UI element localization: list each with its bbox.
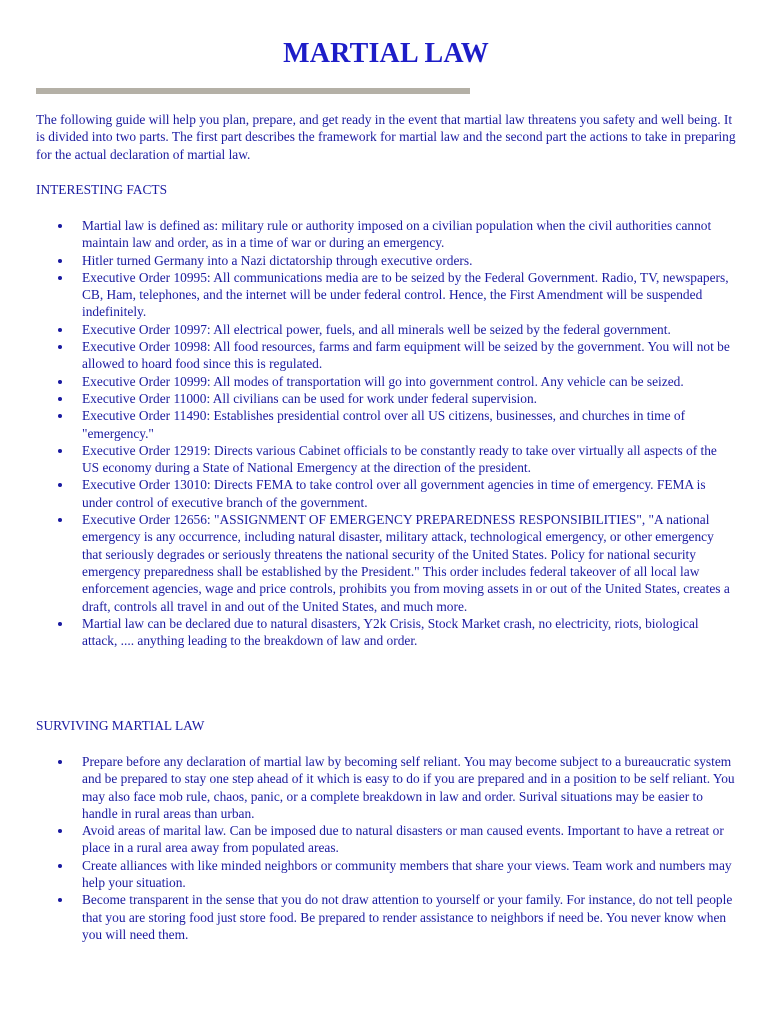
- facts-list: [36, 217, 736, 649]
- list-item: [36, 753, 736, 822]
- list-item-text: Executive Order 10998: All food resources, farms and farm equipment will be seized by the government. You will not be allowed to hoard food since this is regulated.: [82, 339, 730, 372]
- bullet-icon: [58, 760, 62, 764]
- list-item-text: Executive Order 12656: "ASSIGNMENT OF EMERGENCY PREPAREDNESS RESPONSIBILITIES", "A national emergency is any occurrence, including natural disaster, military attack, technological emergency, or other emergency that seriously degrades or seriously threatens the national security of the United States. Policy for national security emergency preparedness shall be established by the President." This order includes federal takeover of all local law enforcement agencies, wage and price controls, prohibits you from moving assets in or out of the United States, creates a draft, controls all travel in and out of the United States, and much more.: [82, 512, 730, 614]
- list-item-text: Executive Order 13010: Directs FEMA to take control over all government agencies in time of emergency. FEMA is under control of executive branch of the government.: [82, 477, 706, 510]
- list-item: [36, 373, 736, 390]
- list-item-text: Martial law is defined as: military rule or authority imposed on a civilian population when the civil authorities cannot maintain law and order, as in a time of war or during an emergency.: [82, 218, 712, 251]
- list-item: [36, 476, 736, 511]
- list-item-text: Executive Order 10999: All modes of transportation will go into government control. Any vehicle can be seized.: [82, 373, 684, 389]
- bullet-icon: [58, 829, 62, 833]
- list-item-text: Executive Order 11000: All civilians can be used for work under federal supervision.: [82, 390, 538, 406]
- bullet-icon: [58, 276, 62, 280]
- bullet-icon: [58, 449, 62, 453]
- list-item-text: Avoid areas of marital law. Can be imposed due to natural disasters or man caused events. Important to have a retreat or place in a rural area away from populated areas.: [82, 823, 724, 856]
- surviving-heading: SURVIVING MARTIAL LAW: [36, 718, 205, 733]
- list-item-text: Prepare before any declaration of martial law by becoming self reliant. You may become subject to a bureaucratic system and be prepared to stay one step ahead of it which is easy to do if you are prepared and in a position to be self reliant. You may also face mob rule, chaos, panic, or a complete breakdown in law and order. Surival situations may be easier to handle in rural areas than urban.: [82, 754, 735, 821]
- list-item-text: Executive Order 11490: Establishes presidential control over all US citizens, businesses, and churches in time of "emergency.": [82, 408, 686, 441]
- list-item: [36, 338, 736, 373]
- page-title: MARTIAL LAW: [283, 38, 489, 69]
- bullet-icon: [58, 622, 62, 626]
- bullet-icon: [58, 345, 62, 349]
- bullet-icon: [58, 414, 62, 418]
- list-item: [36, 269, 736, 321]
- list-item: [36, 442, 736, 477]
- list-item: [36, 321, 736, 338]
- bullet-icon: [58, 380, 62, 384]
- bullet-icon: [58, 483, 62, 487]
- list-item: [36, 891, 736, 943]
- bullet-icon: [58, 259, 62, 263]
- facts-heading: INTERESTING FACTS: [36, 182, 168, 197]
- bullet-icon: [58, 518, 62, 522]
- list-item: [36, 217, 736, 252]
- list-item-text: Executive Order 10997: All electrical power, fuels, and all minerals well be seized by the federal government.: [82, 321, 671, 337]
- list-item: [36, 857, 736, 892]
- list-item-text: Executive Order 12919: Directs various Cabinet officials to be constantly ready to take over virtually all aspects of the US economy during a State of National Emergency at the direction of the president.: [82, 442, 717, 476]
- surviving-list: [36, 753, 736, 943]
- list-item: [36, 407, 736, 442]
- list-item: [36, 822, 736, 857]
- bullet-icon: [58, 397, 62, 401]
- bullet-icon: [58, 898, 62, 902]
- intro-paragraph: The following guide will help you plan, prepare, and get ready in the event that martial law threatens you safety and well being. It is divided into two parts. The first part describes the framework for martial law and the second part the actions to take in preparing for the actual declaration of martial law.: [36, 112, 736, 162]
- bullet-icon: [58, 864, 62, 868]
- bullet-icon: [58, 224, 62, 228]
- list-item: [36, 252, 736, 269]
- bullet-icon: [58, 328, 62, 332]
- title-divider: [36, 88, 470, 94]
- list-item: [36, 390, 736, 407]
- list-item-text: Hitler turned Germany into a Nazi dictatorship through executive orders.: [82, 252, 473, 268]
- list-item-text: Create alliances with like minded neighbors or community members that share your views. Team work and numbers may help your situation.: [82, 857, 732, 891]
- list-item-text: Executive Order 10995: All communications media are to be seized by the Federal Government. Radio, TV, newspapers, CB, Ham, telephones, and the internet will be under federal control. Hence, the First Amendment will be suspended indefinitely.: [82, 269, 729, 320]
- list-item: [36, 615, 736, 650]
- list-item: [36, 511, 736, 615]
- list-item-text: Become transparent in the sense that you do not draw attention to yourself or your family. For instance, do not tell people that you are storing food just store food. Be prepared to render assistance to neighbors if need be. You never know when you will need them.: [82, 892, 733, 942]
- list-item-text: Martial law can be declared due to natural disasters, Y2k Crisis, Stock Market crash, no electricity, riots, biological attack, .... anything leading to the breakdown of law and order.: [82, 615, 699, 649]
